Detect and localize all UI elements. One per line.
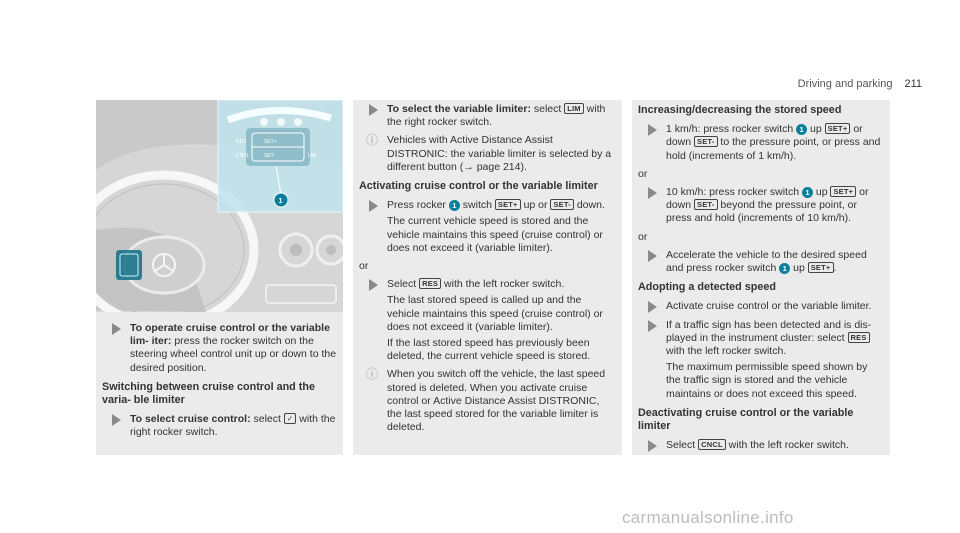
step-text: up or xyxy=(520,199,551,212)
section-title: Driving and parking xyxy=(797,78,893,90)
step-text: or down xyxy=(666,123,863,149)
step-text: select xyxy=(530,103,565,115)
step-text: switch xyxy=(459,199,495,212)
set-plus-icon: SET+ xyxy=(495,199,521,210)
inset-label-cncl: CNCL xyxy=(236,153,250,159)
step-text: with the left rocker switch. xyxy=(441,278,565,291)
column-1 xyxy=(96,322,343,445)
set-plus-icon: SET+ xyxy=(825,123,851,134)
step-text: Select xyxy=(387,278,420,291)
step-arrow-icon xyxy=(648,124,657,136)
note-speed-deleted xyxy=(353,368,622,434)
set-minus-icon: SET- xyxy=(694,199,717,210)
column-2 xyxy=(353,100,622,439)
step-arrow-icon xyxy=(648,187,657,199)
step-title: To operate cruise control or the variable lim- iter: xyxy=(130,322,330,348)
set-minus-icon: SET- xyxy=(694,136,717,147)
info-icon: ⓘ xyxy=(366,133,379,148)
step-1kmh xyxy=(632,123,890,163)
step-arrow-icon xyxy=(648,320,657,332)
section-heading: Deactivating cruise control or the variable limiter xyxy=(638,406,854,433)
watermark: carmanualsonline.info xyxy=(622,508,794,527)
step-text: . xyxy=(833,262,837,275)
set-plus-icon: SET+ xyxy=(808,262,834,273)
step-text: with the right rocker switch. xyxy=(130,413,336,439)
step-text: 1 km/h: press rocker switch xyxy=(666,123,797,136)
cncl-button-icon: CNCL xyxy=(698,439,726,450)
inset-label-set-plus: SET+ xyxy=(264,139,277,145)
or-separator: or xyxy=(638,167,648,180)
step-text: up xyxy=(807,123,825,136)
step-deactivate xyxy=(632,439,890,452)
lim-button-icon: LIM xyxy=(564,103,584,114)
step-text: Accelerate the vehicle to the desired speed and press rocker switch xyxy=(666,248,867,275)
step-text: up xyxy=(790,262,808,275)
step-text: 10 km/h: press rocker switch xyxy=(666,186,802,199)
step-arrow-icon xyxy=(369,279,378,291)
set-plus-icon: SET+ xyxy=(830,186,856,197)
or-separator: or xyxy=(359,260,369,273)
inset-label-set-minus: SET- xyxy=(264,153,276,159)
step-paragraph: The maximum permissible speed shown by the traffic sign is stored and the vehicle maintains or does not exceed this speed. xyxy=(666,361,868,400)
page-number: 211 xyxy=(904,78,922,90)
res-button-icon: RES xyxy=(848,332,870,343)
page-header xyxy=(798,78,922,90)
step-select-limiter xyxy=(353,103,622,129)
callout-number-badge: 1 xyxy=(779,263,790,274)
section-heading: Switching between cruise control and the varia- ble limiter xyxy=(102,380,315,407)
step-arrow-icon xyxy=(369,200,378,212)
step-text: Press rocker xyxy=(387,199,449,212)
section-heading: Increasing/decreasing the stored speed xyxy=(638,104,842,116)
step-operate xyxy=(96,322,343,375)
step-accelerate xyxy=(632,249,890,275)
note-text: Vehicles with Active Distance Assist DISTRONIC: the variable limiter is selected by a different button (→ page 214). xyxy=(387,134,612,173)
step-arrow-icon xyxy=(112,323,121,335)
step-arrow-icon xyxy=(112,414,121,426)
step-arrow-icon xyxy=(648,301,657,313)
step-arrow-icon xyxy=(648,440,657,452)
step-paragraph: The current vehicle speed is stored and the vehicle maintains this speed (cruise control) or does not exceed it (variable limiter). xyxy=(387,215,603,254)
section-heading: Activating cruise control or the variable limiter xyxy=(359,180,598,193)
cruise-control-icon: ✓ xyxy=(284,413,296,424)
step-traffic-sign xyxy=(632,319,890,401)
callout-number-badge: 1 xyxy=(449,200,460,211)
step-text: or down xyxy=(666,186,869,212)
step-text: down. xyxy=(573,199,605,212)
step-text: up xyxy=(812,186,831,199)
step-text: to the pressure point, or press and hold (increments of 1 km/h). xyxy=(666,136,881,162)
set-minus-icon: SET- xyxy=(550,199,573,210)
res-button-icon: RES xyxy=(419,278,441,289)
steering-wheel-drawing xyxy=(96,100,343,312)
step-arrow-icon xyxy=(369,104,378,116)
step-10kmh xyxy=(632,186,890,226)
step-press-rocker xyxy=(353,199,622,255)
callout-number: 1 xyxy=(278,198,283,205)
step-text: with the left rocker switch. xyxy=(666,345,787,358)
section-heading: Adopting a detected speed xyxy=(638,281,776,294)
step-text: press the rocker switch on the steering wheel control unit up or down to the desired position. xyxy=(130,335,337,374)
step-text: with the right rocker switch. xyxy=(387,103,606,129)
or-separator: or xyxy=(638,230,648,243)
step-title: To select the variable limiter: xyxy=(387,103,531,115)
note-text: When you switch off the vehicle, the last speed stored is deleted. When you activate cruise control or Active Distance Assist DISTRONIC, the last speed stored for the variable limiter is deleted. xyxy=(387,368,606,434)
step-text: Select xyxy=(666,439,699,452)
step-select-res xyxy=(353,278,622,363)
step-select-cruise xyxy=(96,413,343,439)
step-text: select xyxy=(250,413,284,426)
column-3 xyxy=(632,100,890,457)
steering-wheel-illustration xyxy=(96,100,343,312)
step-text: beyond the pressure point, or press and hold (increments of 10 km/h). xyxy=(666,199,858,225)
step-activate xyxy=(632,300,890,313)
step-text: If a traffic sign has been detected and is dis- played in the instrument cluster: select xyxy=(666,318,872,344)
step-paragraph: The last stored speed is called up and the vehicle maintains this speed (cruise control) or does not exceed it (variable limiter). xyxy=(387,294,603,333)
callout-number-badge: 1 xyxy=(802,187,813,198)
inset-label-res: RES xyxy=(236,139,247,145)
note-distronic xyxy=(353,134,622,174)
step-text: with the left rocker switch. xyxy=(725,439,849,452)
step-arrow-icon xyxy=(648,250,657,262)
inset-label-lim: LIM xyxy=(308,153,317,159)
step-paragraph: If the last stored speed has previously been deleted, the current vehicle speed is stored. xyxy=(387,337,591,363)
step-text: Activate cruise control or the variable limiter. xyxy=(666,300,872,313)
step-title: To select cruise control: xyxy=(130,413,251,426)
callout-number-badge: 1 xyxy=(796,124,807,135)
info-icon: ⓘ xyxy=(366,367,379,382)
